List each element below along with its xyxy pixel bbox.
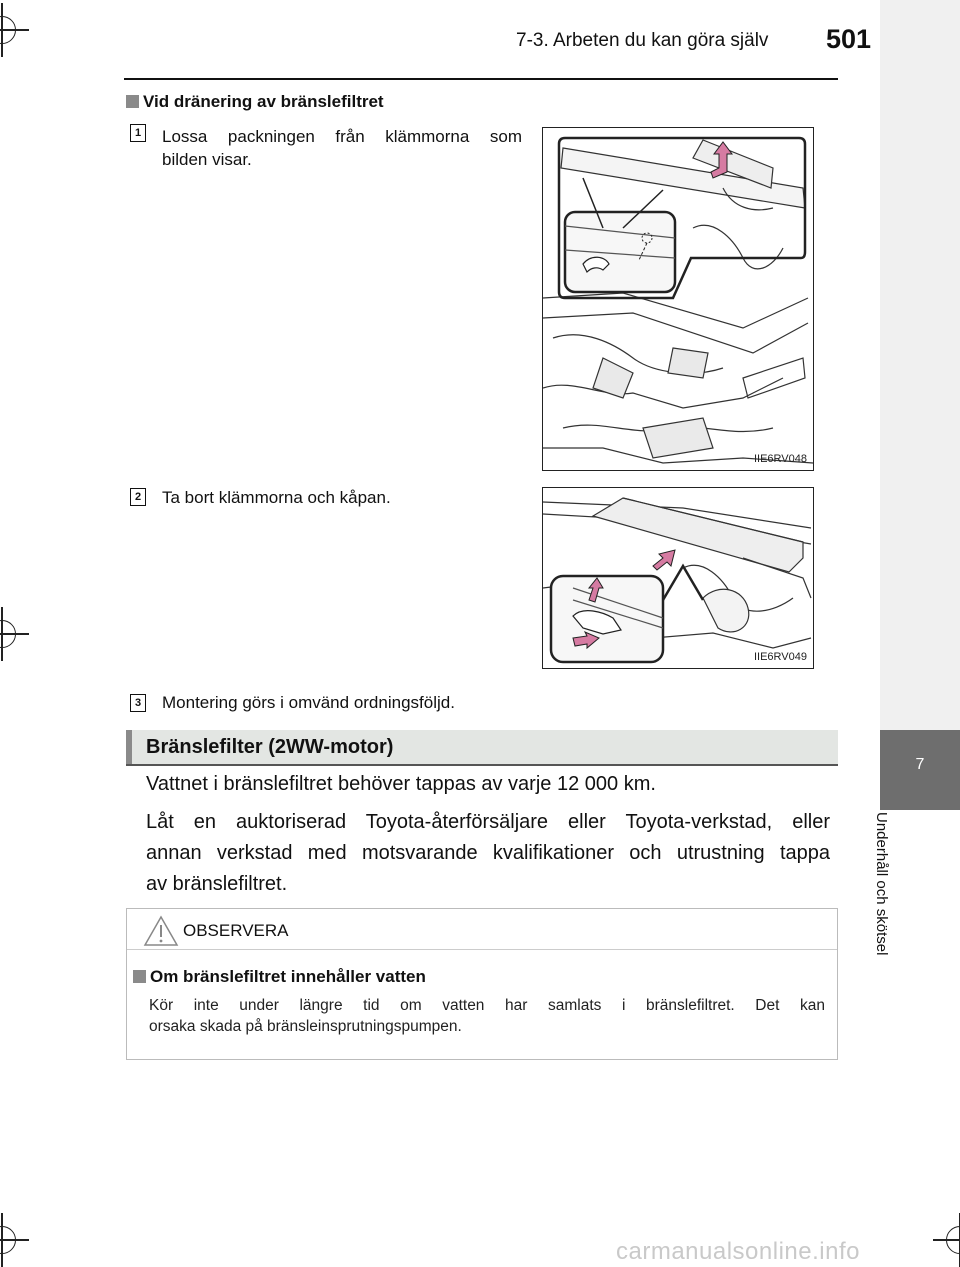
figure-1-code: IIE6RV048: [753, 453, 807, 465]
notice-body-line1: Kör inte under längre tid om vatten har samlats i bränslefiltret. Det kan: [149, 997, 825, 1014]
step-number-3: 3: [130, 694, 146, 712]
page-number: 501: [826, 24, 872, 54]
section-underline: [126, 764, 838, 766]
drain-subheading-text: Vid dränering av bränslefiltret: [143, 92, 384, 111]
crop-mark: [0, 1226, 16, 1254]
figure-cover-removal: [542, 487, 814, 669]
step-1-line1: Lossa packningen från klämmorna som: [162, 127, 522, 146]
watermark: carmanualsonline.info: [616, 1238, 860, 1265]
notice-box: [126, 908, 838, 1060]
header-section-title: 7-3. Arbeten du kan göra själv: [516, 30, 769, 51]
crop-mark: [946, 1226, 960, 1254]
notice-header: [127, 909, 837, 950]
notice-body-line2: orsaka skada på bränsleinsprutningspumpen.: [149, 1018, 462, 1035]
crop-mark: [0, 620, 16, 648]
engine-illustration-2: [543, 488, 813, 668]
notice-body: [149, 995, 825, 1037]
section-title-bar: [126, 730, 838, 764]
step-number-2: 2: [130, 488, 146, 506]
drain-subheading: [126, 92, 384, 112]
paragraph-service-line3: av bränslefiltret.: [146, 873, 288, 895]
paragraph-service: [146, 807, 830, 900]
step-2-text: Ta bort klämmorna och kåpan.: [162, 488, 391, 507]
step-1-line2: bilden visar.: [162, 150, 252, 169]
notice-title: OBSERVERA: [183, 921, 289, 940]
engine-illustration-1: [543, 128, 813, 470]
crop-mark: [0, 16, 16, 44]
notice-subheading-text: Om bränslefiltret innehåller vatten: [150, 967, 426, 986]
notice-subheading: [133, 967, 426, 987]
paragraph-service-line1: Låt en auktoriserad Toyota-återförsäljare eller Toyota-verkstad, eller: [146, 811, 830, 833]
chapter-tab-title: Underhåll och skötsel: [873, 812, 890, 956]
square-bullet-icon: [126, 95, 139, 108]
chapter-tab-number: 7: [880, 730, 960, 810]
step-1-text: [162, 125, 522, 171]
figure-engine-bay-clips: [542, 127, 814, 471]
step-number-1: 1: [130, 124, 146, 142]
warning-triangle-icon: [143, 915, 179, 947]
chapter-tab-label: [873, 812, 960, 1040]
square-bullet-icon: [133, 970, 146, 983]
sidebar-background: [880, 0, 960, 730]
step-3-text: Montering görs i omvänd ordningsföljd.: [162, 693, 455, 712]
paragraph-interval: Vattnet i bränslefiltret behöver tappas av varje 12 000 km.: [146, 773, 656, 795]
section-title: Bränslefilter (2WW-motor): [146, 736, 394, 758]
paragraph-service-line2: annan verkstad med motsvarande kvalifikationer och utrustning tappa: [146, 842, 830, 864]
figure-2-code: IIE6RV049: [753, 651, 807, 663]
header-divider: [124, 78, 838, 80]
